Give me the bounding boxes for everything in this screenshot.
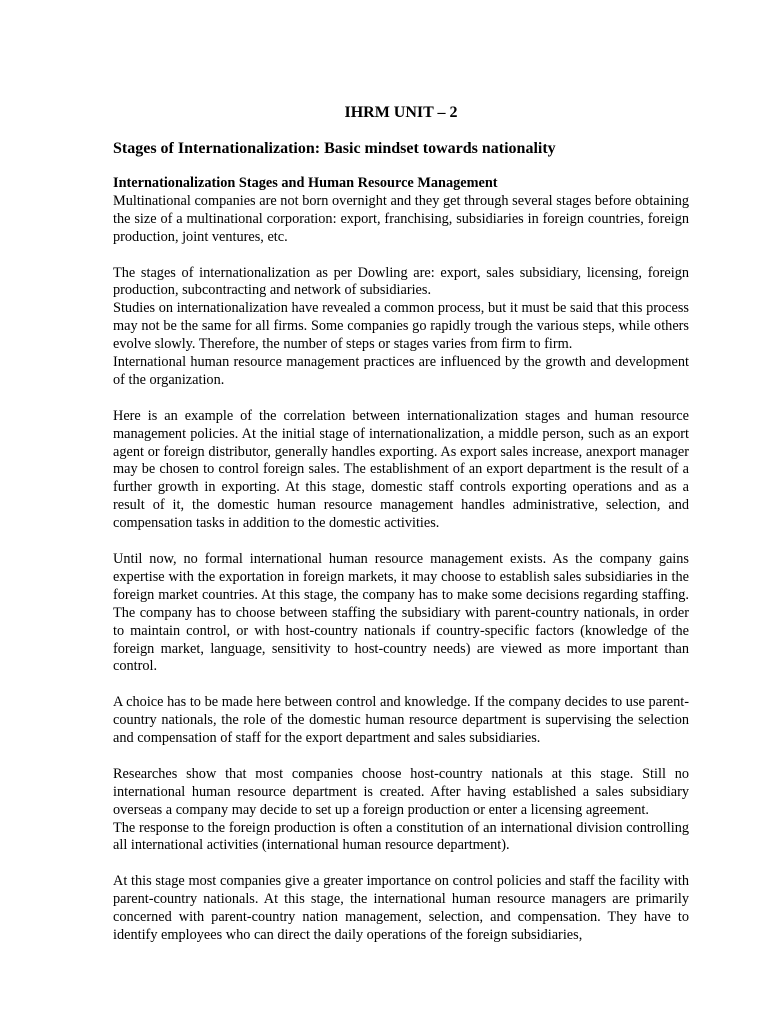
- section-heading: Internationalization Stages and Human Resource Management: [113, 175, 498, 191]
- paragraph-gap: [113, 533, 689, 551]
- paragraph: Studies on internationalization have revealed a common process, but it must be said that this process may not be the same for all firms. Some companies go rapidly trough the various steps, while others evolve slowly. Therefore, the number of steps or stages varies from firm to firm.: [113, 300, 689, 353]
- paragraph: Here is an example of the correlation between internationalization stages and human resource management policies. At the initial stage of internationalization, a middle person, such as an export agent or foreign distributor, generally handles exporting. As export sales increase, anexport manager may be chosen to control foreign sales. The establishment of an export department is the result of a further growth in exporting. At this stage, domestic staff controls exporting operations and as a result of it, the domestic human resource management handles administrative, selection, and compensation tasks in addition to the domestic activities.: [113, 407, 689, 532]
- document-subtitle: Stages of Internationalization: Basic mindset towards nationality: [113, 140, 556, 157]
- paragraph-gap: [113, 676, 689, 694]
- paragraph: A choice has to be made here between control and knowledge. If the company decides to use parent-country nationals, the role of the domestic human resource department is supervising the selection and compensation of staff for the export department and sales subsidiaries.: [113, 694, 689, 747]
- paragraph: The response to the foreign production is often a constitution of an international division controlling all international activities (international human resource department).: [113, 819, 689, 854]
- paragraph: The stages of internationalization as per Dowling are: export, sales subsidiary, licensing, foreign production, subcontracting and network of subsidiaries.: [113, 264, 689, 299]
- paragraph-gap: [113, 748, 689, 766]
- document-body: [113, 103, 689, 945]
- paragraph-gap: [113, 390, 689, 408]
- document-title: IHRM UNIT – 2: [344, 104, 458, 121]
- paragraph: International human resource management practices are influenced by the growth and development of the organization.: [113, 354, 689, 388]
- paragraph: Until now, no formal international human resource management exists. As the company gains expertise with the exportation in foreign markets, it may choose to establish sales subsidiaries in the foreign market countries. At this stage, the company has to make some decisions regarding staffing. The company has to choose between staffing the subsidiary with parent-country nationals, in order to maintain control, or with host-country nationals if country-specific factors (knowledge of the foreign market, language, sensitivity to host-country needs) are viewed as more important than control.: [113, 550, 689, 675]
- paragraph: Researches show that most companies choose host-country nationals at this stage. Still no international human resource department is created. After having established a sales subsidiary overseas a company may decide to set up a foreign production or enter a licensing agreement.: [113, 765, 689, 818]
- paragraph-gap: [113, 855, 689, 873]
- paragraph: At this stage most companies give a greater importance on control policies and staff the facility with parent-country nationals. At this stage, the international human resource managers are primarily concerned with parent-country nation management, selection, and compensation. They have to identify employees who can direct the daily operations of the foreign subsidiaries,: [113, 873, 689, 943]
- paragraph: Multinational companies are not born overnight and they get through several stages before obtaining the size of a multinational corporation: export, franchising, subsidiaries in foreign countries, foreign production, joint ventures, etc.: [113, 192, 689, 245]
- paragraph-gap: [113, 247, 689, 265]
